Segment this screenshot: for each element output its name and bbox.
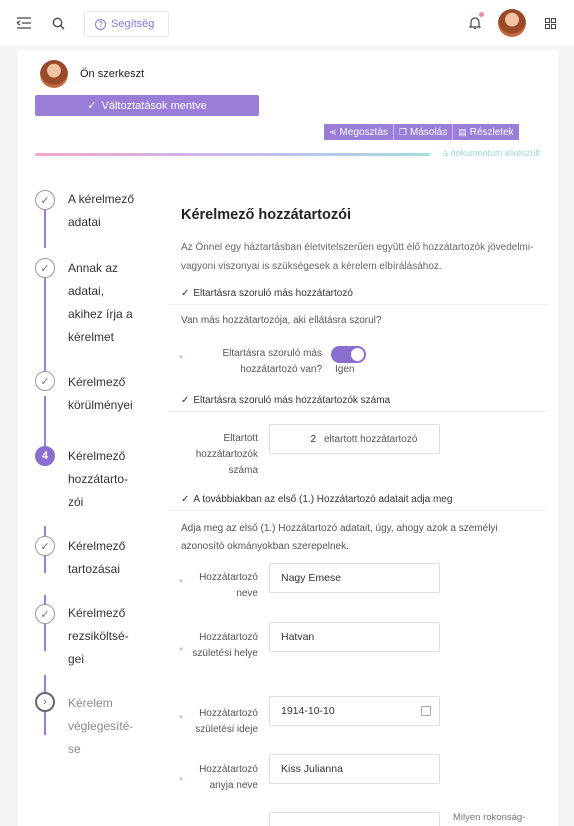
step-connector: [44, 396, 46, 446]
step-2-check-icon[interactable]: ✓: [35, 258, 55, 278]
required-marker: *: [179, 354, 183, 365]
dependents-count-label: Eltartott hozzátartozók száma: [195, 433, 258, 476]
check-icon: ✓: [87, 100, 97, 112]
notification-dot: [479, 12, 484, 17]
divider: [168, 304, 548, 305]
required-marker: *: [179, 578, 183, 589]
details-button[interactable]: [453, 124, 518, 140]
relative-name-input[interactable]: Nagy Emese: [269, 563, 440, 593]
count-suffix: eltartott hozzátartozó: [324, 433, 418, 445]
relative-birthplace-label: Hozzátartozó születési helye: [192, 632, 258, 659]
step-2-label[interactable]: Annak az adatai, akihez írja a kérelmet: [68, 261, 133, 344]
relation-select[interactable]: [269, 812, 440, 826]
step-3-label[interactable]: Kérelmező körülményei: [68, 375, 133, 412]
search-icon[interactable]: [48, 13, 68, 33]
menu-collapse-icon[interactable]: [14, 13, 34, 33]
share-icon: ⋖: [329, 126, 337, 137]
check-icon: ✓: [181, 494, 190, 505]
share-button[interactable]: [324, 124, 394, 140]
count-value: 2: [310, 433, 316, 445]
step-3-check-icon[interactable]: ✓: [35, 371, 55, 391]
user-avatar[interactable]: [498, 9, 526, 37]
toggle-value: Igen: [335, 364, 355, 375]
share-label: Megosztás: [339, 126, 388, 138]
divider: [168, 411, 548, 412]
document-actions: [324, 124, 519, 140]
relative-name-label: Hozzátartozó neve: [199, 572, 258, 599]
top-bar: [0, 0, 574, 46]
editor-avatar: [40, 60, 68, 88]
dependents-toggle[interactable]: [331, 346, 366, 363]
subsection-dependents-count: ✓ Eltartásra szoruló más hozzátartozók száma: [181, 395, 391, 406]
check-icon: ✓: [181, 395, 190, 406]
section-title: Kérelmező hozzátartozói: [181, 207, 351, 223]
relative-birthdate-label: Hozzátartozó születési ideje: [195, 708, 258, 735]
copy-button[interactable]: [394, 124, 453, 140]
required-marker: *: [179, 646, 183, 657]
toggle-knob: [351, 348, 364, 361]
copy-icon: ❐: [398, 126, 407, 137]
editor-indicator: [40, 60, 144, 88]
question-dependents: Van más hozzátartozója, aki ellátásra szorul?: [181, 315, 382, 326]
help-button[interactable]: [84, 11, 169, 37]
relation-hint: Milyen rokonság-: [453, 812, 526, 823]
relative-birthplace-input[interactable]: Hatvan: [269, 622, 440, 652]
step-4-label[interactable]: Kérelmező hozzátarto- zói: [68, 449, 129, 509]
relative-mother-input[interactable]: Kiss Julianna: [269, 754, 440, 784]
step-connector: [44, 272, 46, 372]
subsection-dependents: ✓ Eltartásra szoruló más hozzátartozó: [181, 288, 353, 299]
apps-grid-icon[interactable]: [541, 14, 559, 32]
step-5-label[interactable]: Kérelmező tartozásai: [68, 539, 126, 576]
step-7-label[interactable]: Kérelem véglegesíté- se: [68, 696, 134, 756]
required-marker: *: [179, 714, 183, 725]
step-5-check-icon[interactable]: ✓: [35, 536, 55, 556]
help-label: Segítség: [111, 18, 155, 30]
saved-label: Változtatások mentve: [101, 99, 207, 112]
check-icon: ✓: [181, 288, 190, 299]
details-label: Részletek: [469, 126, 514, 138]
copy-label: Másolás: [409, 126, 448, 138]
question-first-relative: Adja meg az első (1.) Hozzátartozó adatait, úgy, ahogy azok a személyi azonosító okmányokban szerepelnek.: [181, 523, 498, 552]
step-6-check-icon[interactable]: ✓: [35, 604, 55, 624]
birthdate-value: 1914-10-10: [281, 705, 335, 717]
editor-label: Ön szerkeszt: [80, 68, 145, 80]
section-intro: Az Önnel egy háztartásban életvitelszerűen együtt élő hozzátartozók jövedelmi-vagyoni viszonyai is szükségesek a kérelem elbírálásához.: [181, 242, 534, 272]
calendar-icon[interactable]: [421, 706, 431, 716]
required-marker: *: [179, 776, 183, 787]
step-1-label[interactable]: A kérelmező adatai: [68, 192, 135, 229]
document-icon: ▤: [458, 126, 467, 137]
progress-label: a dokumentum elkészült: [442, 148, 540, 158]
step-1-check-icon[interactable]: ✓: [35, 190, 55, 210]
progress-bar: [35, 153, 430, 156]
document-card: [18, 50, 558, 826]
changes-saved-button[interactable]: [35, 95, 259, 116]
step-4-active-marker[interactable]: 4: [35, 446, 55, 466]
step-7-chevron-right-icon[interactable]: ›: [35, 692, 55, 712]
subsection-first-relative: ✓ A továbbiakban az első (1.) Hozzátartozó adatait adja meg: [181, 494, 453, 505]
dependents-toggle-label: Eltartásra szoruló más hozzátartozó van?: [222, 348, 322, 375]
question-icon: ?: [95, 19, 106, 30]
relative-mother-label: Hozzátartozó anyja neve: [199, 764, 258, 791]
dependents-count-input[interactable]: [269, 424, 440, 454]
step-6-label[interactable]: Kérelmező rezsiköltsé- gei: [68, 606, 129, 666]
divider: [168, 510, 548, 511]
relative-birthdate-input[interactable]: [269, 696, 440, 726]
